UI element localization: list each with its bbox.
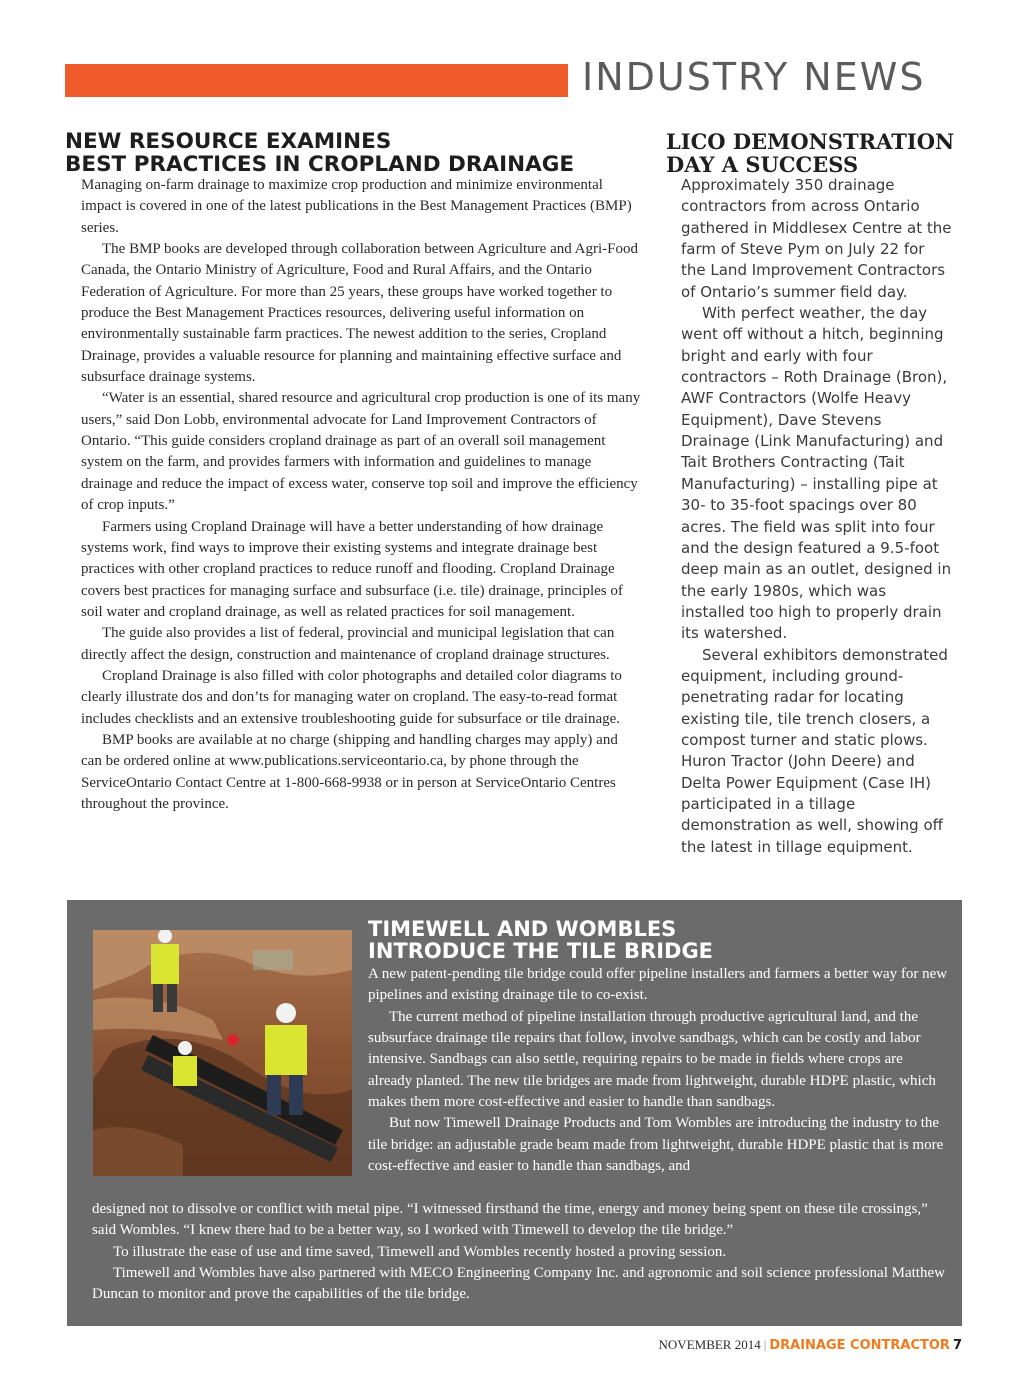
footer-separator: | bbox=[763, 1337, 767, 1352]
issue-date: NOVEMBER 2014 bbox=[658, 1337, 761, 1352]
section-title: INDUSTRY NEWS bbox=[582, 55, 926, 99]
article2-title-line2: DAY A SUCCESS bbox=[666, 152, 859, 177]
article2-paragraph: Approximately 350 drainage contractors from across Ontario gathered in Middlesex Centre at the farm of Steve Pym on July 22 for the Land Improvement Contractors of Ontario’s summer field day. bbox=[681, 176, 952, 301]
article3-paragraph: The current method of pipeline installation through productive agricultural land, and the subsurface drainage tile repairs that follow, involve sandbags, which can be costly and labor intensive. Sandbags can also settle, requiring repairs to be made in fields where crops are already planted. The new tile bridges are made from lightweight, durable HDPE plastic, which makes them more cost-effective and easier to handle than sandbags. bbox=[368, 1008, 936, 1111]
article1-body bbox=[81, 175, 641, 815]
magazine-name: DRAINAGE CONTRACTOR bbox=[769, 1338, 950, 1353]
article3-title-line1: TIMEWELL AND WOMBLES bbox=[368, 917, 677, 941]
article1-title-line2: BEST PRACTICES IN CROPLAND DRAINAGE bbox=[65, 152, 575, 177]
article3-paragraph: But now Timewell Drainage Products and Tom Wombles are introducing the industry to the tile bridge: an adjustable grade beam made from lightweight, durable HDPE plastic that is more cost-effective and easier to handle than sandbags, and bbox=[368, 1115, 944, 1175]
article1-paragraph: Cropland Drainage is also filled with color photographs and detailed color diagrams to clearly illustrate dos and don’ts for managing water on cropland. The easy-to-read format includes checklists and an extensive troubleshooting guide for subsurface or tile drainage. bbox=[81, 667, 622, 727]
article3-paragraph-continuation: designed not to dissolve or conflict with metal pipe. “I witnessed firsthand the time, energy and money being spent on these tile crossings,” said Wombles. “I knew there had to be a better way, so I worked with Timewell to develop the tile bridge.” bbox=[92, 1201, 928, 1239]
page-number: 7 bbox=[952, 1338, 962, 1353]
worksite-photo bbox=[93, 930, 352, 1176]
article3-body bbox=[368, 964, 948, 1177]
article3-paragraph: A new patent-pending tile bridge could offer pipeline installers and farmers a better way for new pipelines and existing drainage tile to co-exist. bbox=[368, 966, 948, 1004]
article3-headline bbox=[368, 918, 713, 962]
article1-headline bbox=[65, 130, 574, 176]
article2-headline bbox=[666, 130, 954, 176]
article3-paragraph: To illustrate the ease of use and time saved, Timewell and Wombles recently hosted a proving session. bbox=[113, 1243, 727, 1260]
article2-title-line1: LICO DEMONSTRATION bbox=[666, 129, 955, 154]
article2-paragraph: With perfect weather, the day went off without a hitch, beginning bright and early with four contractors – Roth Drainage (Bron), AWF Contractors (Wolfe Heavy Equipment), Dave Stevens Drainage (Link Manufacturing) and Tait Brothers Contracting (Tait Manufacturing) – installing pipe at 30- to 35-foot spacings over 80 acres. The field was split into four and the design featured a 9.5-foot deep main as an outlet, designed in the early 1980s, which was installed too high to properly drain its watershed. bbox=[681, 304, 952, 643]
article1-paragraph: “Water is an essential, shared resource and agricultural crop production is one of its many users,” said Don Lobb, environmental advocate for Land Improvement Contractors of Ontario. “This guide considers cropland drainage as part of an overall soil management system on the farm, and provides farmers with information and guidelines to manage drainage and reduce the impact of excess water, conserve top soil and improve the efficiency of crop inputs.” bbox=[81, 390, 641, 514]
article1-paragraph: Farmers using Cropland Drainage will have a better understanding of how drainage systems work, find ways to improve their existing systems and integrate drainage best practices with other cropland practices to reduce runoff and flooding. Cropland Drainage covers best practices for managing surface and subsurface (i.e. tile) drainage, principles of soil water and cropland drainage, as well as related practices for soil management. bbox=[81, 518, 623, 620]
article2-body bbox=[681, 175, 953, 858]
page-footer bbox=[600, 1335, 962, 1356]
header-accent-bar bbox=[65, 64, 568, 97]
article1-paragraph: The guide also provides a list of federal, provincial and municipal legislation that can directly affect the design, construction and maintenance of cropland drainage structures. bbox=[81, 625, 615, 663]
article1-paragraph: Managing on-farm drainage to maximize crop production and minimize environmental impact is covered in one of the latest publications in the Best Management Practices (BMP) series. bbox=[81, 177, 632, 236]
article1-paragraph: BMP books are available at no charge (shipping and handling charges may apply) and can be ordered online at www.publications.serviceontario.ca, by phone through the ServiceOntario Contact Centre at 1-800-668-9938 or in person at ServiceOntario Centres throughout the province. bbox=[81, 731, 618, 812]
article3-paragraph: Timewell and Wombles have also partnered with MECO Engineering Company Inc. and agronomic and soil science professional Matthew Duncan to monitor and prove the capabilities of the tile bridge. bbox=[92, 1265, 945, 1303]
article3-title-line2: INTRODUCE THE TILE BRIDGE bbox=[368, 939, 714, 963]
article3-body-continued bbox=[92, 1199, 948, 1306]
article1-title-line1: NEW RESOURCE EXAMINES bbox=[65, 129, 392, 154]
article2-paragraph: Several exhibitors demonstrated equipment, including ground-penetrating radar for locating existing tile, tile trench closers, a compost turner and static plows. Huron Tractor (John Deere) and Delta Power Equipment (Case IH) participated in a tillage demonstration as well, showing off the latest in tillage equipment. bbox=[681, 645, 948, 856]
article1-paragraph: The BMP books are developed through collaboration between Agriculture and Agri-Food Canada, the Ontario Ministry of Agriculture, Food and Rural Affairs, and the Ontario Federation of Agriculture. For more than 25 years, these groups have worked together to produce the Best Management Practices resources, delivering useful information on environmentally sustainable farm practices. The newest addition to the series, Cropland Drainage, provides a valuable resource for planning and maintaining effective surface and subsurface drainage systems. bbox=[81, 241, 638, 386]
